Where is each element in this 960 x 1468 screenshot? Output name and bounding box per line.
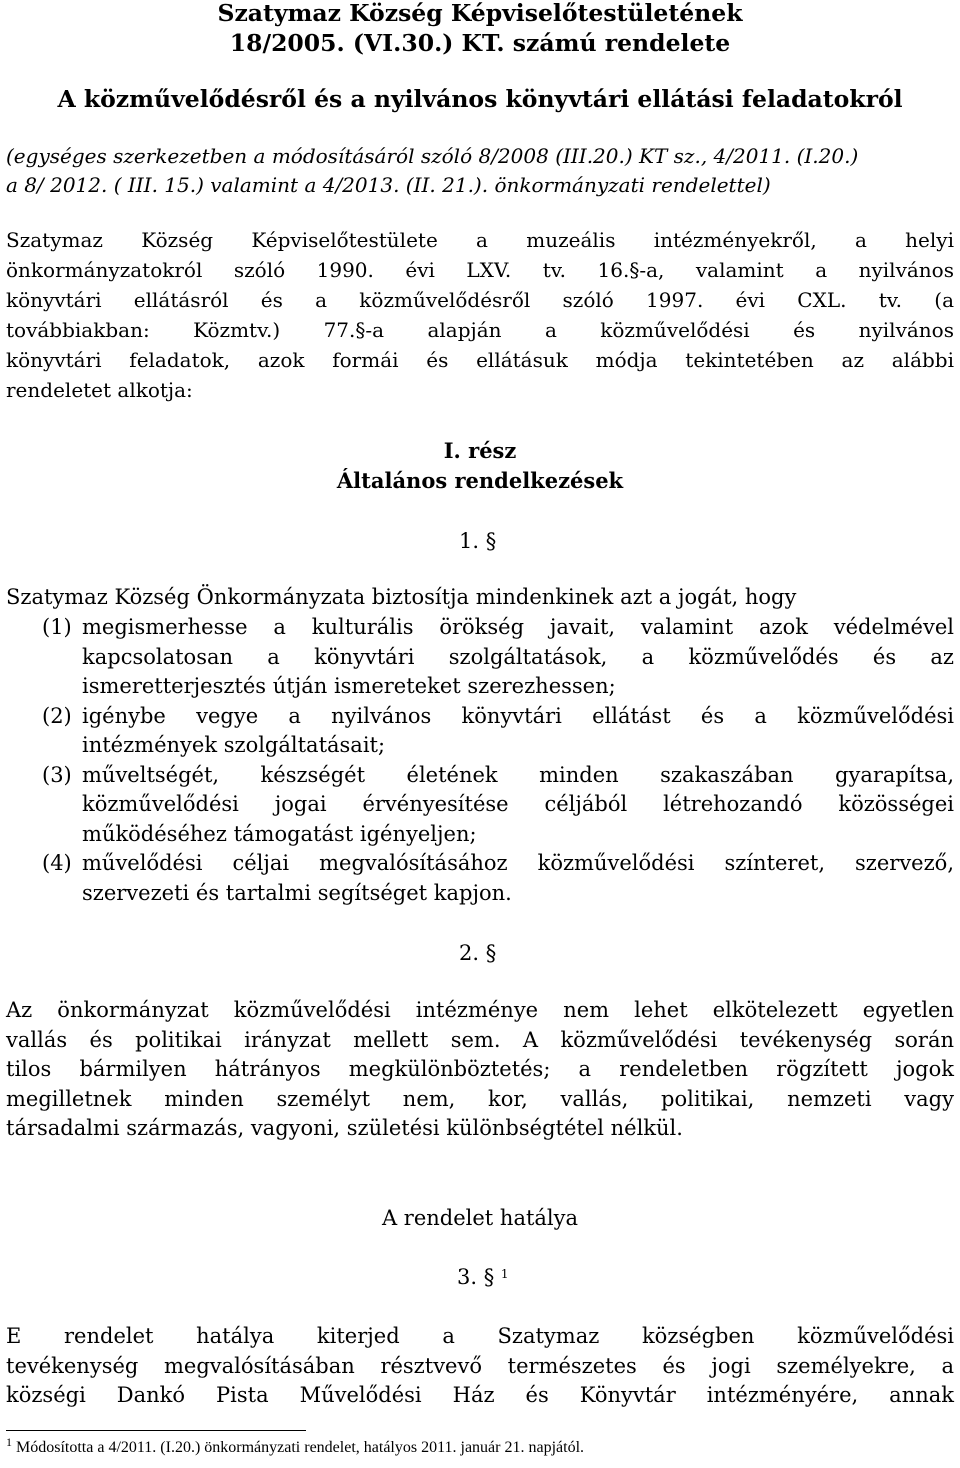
section-sign: §	[485, 941, 497, 965]
preamble-line: Szatymaz Község Képviselőtestülete a muzeális intézményekről, a helyi	[6, 228, 954, 252]
list-item-number: (4)	[42, 851, 72, 875]
paragraph-line: megilletnek minden személyt nem, kor, vallás, politikai, nemzeti vagy	[6, 1086, 954, 1111]
paragraph-line: E rendelet hatálya kiterjed a Szatymaz községben közművelődési	[6, 1324, 954, 1348]
list-item-line: kapcsolatosan a könyvtári szolgáltatások, a közművelődés és az	[82, 644, 954, 669]
list-item-line: intézmények szolgáltatásait;	[82, 733, 386, 757]
list-item-number: (2)	[42, 703, 72, 728]
preamble-line: rendeletet alkotja:	[6, 378, 193, 402]
title-line-1: Szatymaz Község Képviselőtestületének	[217, 0, 743, 27]
list-item-line: megismerhesse a kulturális örökség javait, valamint azok védelmével	[82, 615, 954, 639]
section-2-number: 2. §	[459, 941, 497, 965]
preamble-line: könyvtári ellátásról és a közművelődésről szóló 1997. évi CXL. tv. (a	[6, 288, 954, 312]
section-sign: §	[485, 529, 497, 553]
section-1-lead	[6, 583, 954, 613]
paragraph-line: vallás és politikai irányzat mellett sem. A közművelődési tevékenység során	[6, 1027, 954, 1052]
list-item-line: műveltségét, készségét életének minden szakaszában gyarapítsa,	[82, 762, 954, 787]
rights-list	[42, 613, 954, 908]
footnote-reference[interactable]: 1	[500, 1267, 509, 1281]
footnote-text: Módosította a 4/2011. (I.20.) önkormányzati rendelet, hatályos 2011. január 21. napjától.	[16, 1439, 585, 1456]
title-line-2: 18/2005. (VI.30.) KT. számú rendelete	[229, 29, 731, 57]
paragraph-line: községi Dankó Pista Művelődési Ház és Könyvtár intézményére, annak	[6, 1383, 954, 1407]
part-heading	[0, 436, 960, 496]
section-sign: §	[355, 318, 366, 342]
paragraph-line: társadalmi származás, vagyoni, születési különbségtétel nélkül.	[6, 1116, 683, 1140]
list-item-line: szervezeti és tartalmi segítséget kapjon.	[82, 880, 512, 905]
paragraph-line: tilos bármilyen hátrányos megkülönböztetés; a rendeletben rögzített jogok	[6, 1057, 954, 1081]
section-3-heading: A rendelet hatálya	[381, 1206, 579, 1230]
list-item	[42, 849, 954, 908]
section-1-number: 1. §	[459, 529, 497, 553]
document-title	[0, 0, 960, 58]
list-item-line: közművelődési jogai érvényesítése céljából létrehozandó közösségei	[82, 792, 954, 816]
list-item	[42, 702, 954, 761]
list-item	[42, 761, 954, 850]
section-3-text	[6, 1322, 954, 1411]
section-sign: §	[483, 1265, 495, 1289]
footnote-divider	[6, 1430, 306, 1431]
section-1-lead-text: Szatymaz Község Önkormányzata biztosítja mindenkinek azt a jogát, hogy	[6, 585, 797, 609]
list-item-line: ismeretterjesztés útján ismereteket szerezhessen;	[82, 674, 616, 698]
footnote	[6, 1437, 584, 1459]
list-item-line: működéséhez támogatást igényeljen;	[82, 821, 477, 846]
footnote-marker: 1	[6, 1435, 12, 1449]
preamble-line: könyvtári feladatok, azok formái és ellátásuk módja tekintetében az alábbi	[6, 348, 954, 372]
list-item-line: igénybe vegye a nyilvános könyvtári ellátást és a közművelődési	[82, 703, 954, 728]
preamble	[6, 225, 954, 405]
amendment-note	[6, 142, 954, 200]
part-number: I. rész	[443, 438, 517, 463]
part-title: Általános rendelkezések	[336, 468, 624, 493]
list-item	[42, 613, 954, 702]
document-subject: A közművelődésről és a nyilvános könyvtári ellátási feladatokról	[57, 85, 903, 113]
preamble-line: továbbiakban: Közmtv.) 77.§-a alapján a közművelődési és nyilvános	[6, 318, 954, 342]
section-3-number: 3. § $^1$	[457, 1265, 509, 1289]
section-2-text	[6, 996, 954, 1144]
preamble-line: önkormányzatokról szóló 1990. évi LXV. tv. 16.§-a, valamint a nyilvános	[6, 258, 954, 282]
list-item-line: művelődési céljai megvalósításához közművelődési színteret, szervező,	[82, 851, 954, 875]
paragraph-line: tevékenység megvalósításában résztvevő természetes és jogi személyekre, a	[6, 1353, 954, 1378]
list-item-number: (1)	[42, 615, 72, 639]
amendment-line-1: (egységes szerkezetben a módosításáról szóló 8/2008 (III.20.) KT sz., 4/2011. (I.20.)	[6, 144, 859, 168]
section-sign: §	[629, 258, 640, 282]
list-item-number: (3)	[42, 762, 72, 787]
paragraph-line: Az önkormányzat közművelődési intézménye nem lehet elkötelezett egyetlen	[6, 998, 954, 1022]
amendment-line-2: a 8/ 2012. ( III. 15.) valamint a 4/2013. (II. 21.). önkormányzati rendelettel)	[6, 173, 771, 197]
